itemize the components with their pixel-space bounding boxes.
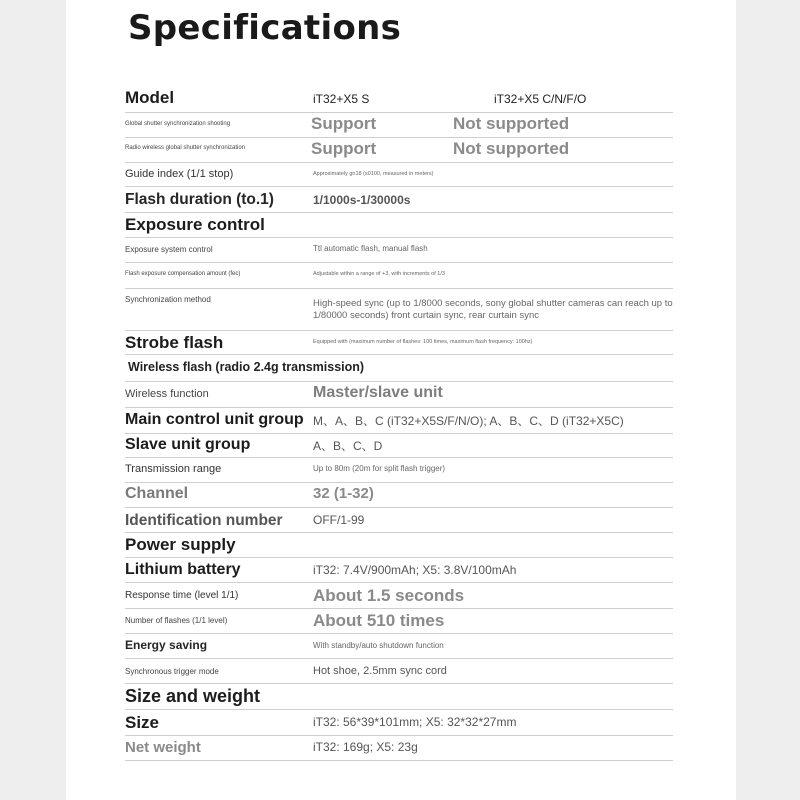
row-value: iT32: 169g; X5: 23g — [313, 740, 418, 754]
table-row — [125, 237, 673, 263]
row-label: Main control unit group — [125, 411, 304, 428]
row-value: High-speed sync (up to 1/8000 seconds, sony global shutter cameras can reach up to 1/80000 seconds) front curtain sync, rear curtain sync — [313, 298, 673, 321]
row-label: Transmission range — [125, 463, 222, 475]
row-label: Synchronization method — [125, 295, 211, 304]
model-col-2: iT32+X5 C/N/F/O — [494, 92, 587, 106]
row-value: Adjustable within a range of +3, with increments of 1/3 — [313, 271, 445, 277]
section-heading: Power supply — [125, 535, 236, 554]
section-heading: Exposure control — [125, 215, 265, 234]
row-label: Slave unit group — [125, 436, 251, 453]
row-value-2: Not supported — [453, 114, 570, 133]
row-value: Equipped with (maximum number of flashes: 100 times, maximum flash frequency: 100hz) — [313, 339, 533, 345]
row-label: Flash exposure compensation amount (fec) — [125, 271, 241, 277]
row-label: Net weight — [125, 739, 201, 756]
row-label: Size — [125, 713, 160, 732]
row-value-1: Support — [311, 139, 377, 158]
table-row — [125, 288, 673, 331]
row-value: OFF/1-99 — [313, 513, 365, 527]
section-heading: Size and weight — [125, 686, 261, 706]
row-value: Master/slave unit — [313, 384, 443, 401]
row-value: With standby/auto shutdown function — [313, 641, 444, 650]
row-value: A、B、C、D — [313, 439, 383, 453]
row-label: Synchronous trigger mode — [125, 667, 219, 676]
row-value: 1/1000s-1/30000s — [313, 193, 411, 207]
page-title: Specifications — [128, 8, 402, 48]
row-value: 32 (1-32) — [313, 485, 374, 502]
section-heading-row — [125, 354, 673, 382]
row-label: Energy saving — [125, 638, 208, 652]
row-value: About 1.5 seconds — [313, 586, 465, 605]
row-label: Identification number — [125, 512, 283, 529]
table-row — [125, 162, 673, 187]
table-row — [125, 582, 673, 609]
row-label: Exposure system control — [125, 245, 213, 254]
table-row — [125, 608, 673, 634]
table-row — [125, 633, 673, 659]
row-label: Guide index (1/1 stop) — [125, 168, 234, 180]
row-label: Strobe flash — [125, 333, 224, 352]
section-heading-row — [125, 532, 673, 558]
model-col-1: iT32+X5 S — [313, 92, 370, 106]
section-heading-row — [125, 683, 673, 710]
row-label: Number of flashes (1/1 level) — [125, 616, 228, 625]
row-label: Flash duration (to.1) — [125, 191, 274, 208]
table-row — [125, 433, 673, 458]
table-row — [125, 186, 673, 213]
row-label: Response time (level 1/1) — [125, 590, 239, 601]
table-row — [125, 112, 673, 138]
row-label: Radio wireless global shutter synchronization — [125, 145, 246, 151]
row-label: Global shutter synchronization shooting — [125, 121, 231, 127]
row-value: Approximately gn18 (s0100, measured in meters) — [313, 171, 434, 177]
row-value-1: Support — [311, 114, 377, 133]
table-row — [125, 262, 673, 289]
table-row — [125, 507, 673, 533]
row-label: Lithium battery — [125, 561, 241, 578]
row-value: M、A、B、C (iT32+X5S/F/N/O); A、B、C、D (iT32+X5C) — [313, 414, 624, 428]
table-row — [125, 735, 673, 761]
table-row — [125, 137, 673, 163]
table-row — [125, 407, 673, 434]
section-heading: Wireless flash (radio 2.4g transmission) — [128, 360, 365, 374]
table-row — [125, 381, 673, 408]
row-value: iT32: 7.4V/900mAh; X5: 3.8V/100mAh — [313, 563, 517, 577]
section-heading-row — [125, 212, 673, 238]
model-label: Model — [125, 88, 175, 107]
row-value: Hot shoe, 2.5mm sync cord — [313, 665, 447, 677]
row-value: About 510 times — [313, 611, 445, 630]
table-row — [125, 557, 673, 583]
row-value-2: Not supported — [453, 139, 570, 158]
table-row — [125, 330, 673, 355]
row-label: Channel — [125, 485, 189, 502]
table-header-row — [125, 86, 673, 113]
row-label: Wireless function — [125, 388, 209, 400]
table-row — [125, 482, 673, 508]
row-value: iT32: 56*39*101mm; X5: 32*32*27mm — [313, 715, 517, 729]
row-value: Ttl automatic flash, manual flash — [313, 244, 428, 253]
row-value: Up to 80m (20m for split flash trigger) — [313, 464, 446, 473]
table-row — [125, 709, 673, 736]
table-row — [125, 457, 673, 483]
table-row — [125, 658, 673, 684]
